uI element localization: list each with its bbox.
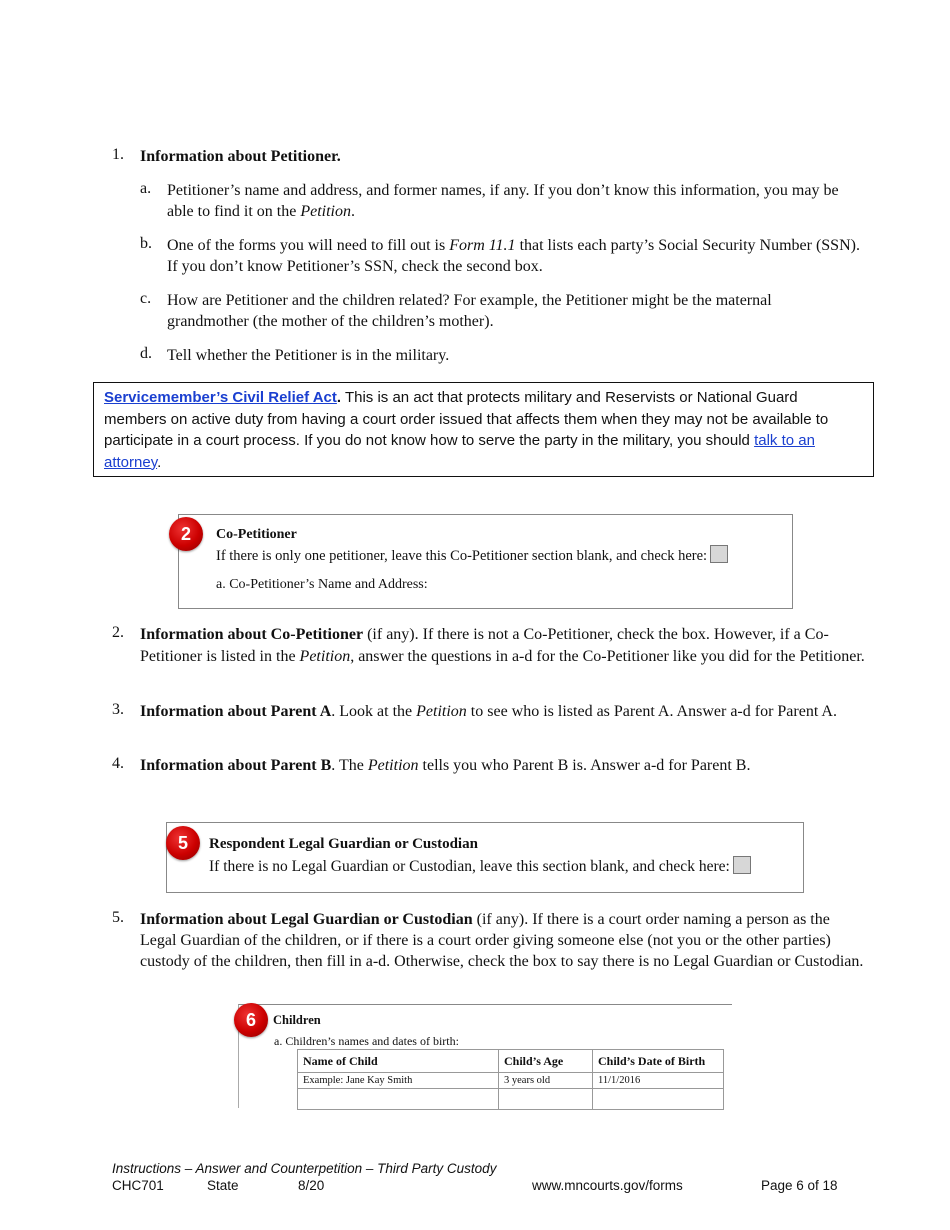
section-5-text: Information about Legal Guardian or Custodian (if any). If there is a court order naming a person as the Legal Guardian of the children, or if there is a court order giving someone else (not you or the other parties) custody of the children, then fill in a-d. Otherwise, check the box to say there is no Legal Guardian or Custodian. [140, 911, 864, 970]
footer-state: State [207, 1178, 239, 1193]
co-petitioner-checkbox [710, 545, 728, 563]
empty-cell [593, 1089, 724, 1110]
section-1-number: 1. [112, 146, 124, 163]
co-petitioner-excerpt-line: If there is only one petitioner, leave this Co-Petitioner section blank, and check here: [216, 545, 728, 565]
section-2-number: 2. [112, 624, 124, 641]
servicemember-callout: Servicemember’s Civil Relief Act. This is an act that protects military and Reservists or National Guard members on active duty from having a court order issued that affects them when they may not be available to participate in a court process. If you do not know how to serve the party in the military, you should talk to an attorney. [93, 382, 874, 477]
legal-guardian-excerpt-title: Respondent Legal Guardian or Custodian [209, 836, 478, 852]
co-petitioner-excerpt-title: Co-Petitioner [216, 527, 297, 542]
footer-page-number: Page 6 of 18 [761, 1178, 838, 1193]
empty-cell [499, 1089, 593, 1110]
children-excerpt-sub: a. Children’s names and dates of birth: [274, 1034, 459, 1048]
section-badge-6: 6 [234, 1003, 268, 1037]
section-3-text: Information about Parent A. Look at the Petition to see who is listed as Parent A. Answer a-d for Parent A. [140, 703, 837, 720]
header-name-of-child: Name of Child [298, 1050, 499, 1073]
section-3-number: 3. [112, 701, 124, 718]
children-table-header [298, 1050, 724, 1073]
legal-guardian-checkbox [733, 856, 751, 874]
example-dob-cell: 11/1/2016 [593, 1073, 724, 1089]
item-1b-text: One of the forms you will need to fill out is Form 11.1 that lists each party’s Social Security Number (SSN). If you don’t know Petitioner’s SSN, check the second box. [167, 237, 860, 275]
table-row [298, 1073, 724, 1089]
header-childs-dob: Child’s Date of Birth [593, 1050, 724, 1073]
footer-form-code: CHC701 [112, 1178, 164, 1193]
children-excerpt-title: Children [273, 1013, 321, 1027]
item-1a-letter: a. [140, 180, 152, 197]
servicemember-act-link[interactable]: Servicemember’s Civil Relief Act [104, 389, 337, 406]
item-1d-text: Tell whether the Petitioner is in the military. [167, 347, 450, 364]
item-1a-text: Petitioner’s name and address, and former names, if any. If you don’t know this information, you may be able to find it on the Petition. [167, 182, 839, 220]
example-name-cell: Example: Jane Kay Smith [298, 1073, 499, 1089]
section-badge-5: 5 [166, 826, 200, 860]
talk-to-attorney-link[interactable]: talk to an attorney [104, 432, 815, 471]
item-1d-letter: d. [140, 345, 152, 362]
section-1-title: Information about Petitioner. [140, 148, 341, 165]
table-row [298, 1089, 724, 1110]
section-badge-2: 2 [169, 517, 203, 551]
section-4-text: Information about Parent B. The Petition tells you who Parent B is. Answer a-d for Parent B. [140, 757, 751, 774]
section-4-number: 4. [112, 755, 124, 772]
item-1c-letter: c. [140, 290, 152, 307]
example-age-cell: 3 years old [499, 1073, 593, 1089]
co-petitioner-excerpt-sub: a. Co-Petitioner’s Name and Address: [216, 577, 428, 592]
item-1b-letter: b. [140, 235, 152, 252]
children-table [297, 1049, 724, 1110]
header-childs-age: Child’s Age [499, 1050, 593, 1073]
footer-title: Instructions – Answer and Counterpetition – Third Party Custody [112, 1161, 497, 1176]
section-5-number: 5. [112, 909, 124, 926]
section-2-text: Information about Co-Petitioner (if any). If there is not a Co-Petitioner, check the box. However, if a Co-Petitioner is listed in the Petition, answer the questions in a-d for the Co-Petitioner like you did for the Petitioner. [140, 626, 865, 665]
footer-date: 8/20 [298, 1178, 325, 1193]
item-1c-text: How are Petitioner and the children related? For example, the Petitioner might be the maternal grandmother (the mother of the children’s mother). [167, 292, 772, 330]
empty-cell [298, 1089, 499, 1110]
legal-guardian-excerpt-line: If there is no Legal Guardian or Custodian, leave this section blank, and check here: [209, 856, 751, 876]
footer-url: www.mncourts.gov/forms [532, 1178, 683, 1193]
